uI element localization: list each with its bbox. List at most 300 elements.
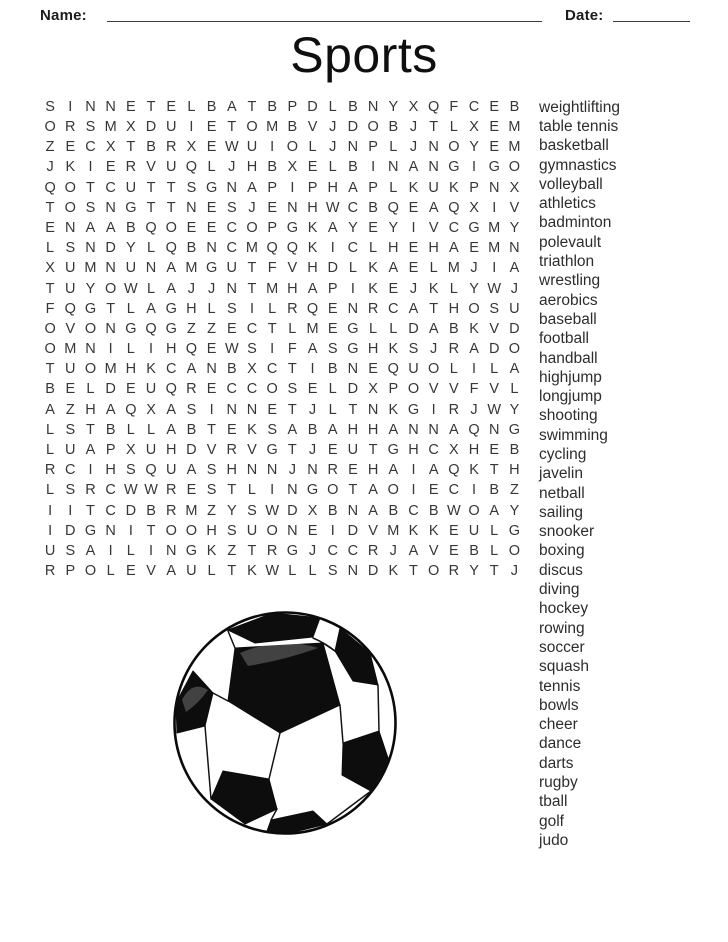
grid-letter: I	[48, 522, 53, 539]
grid-letter: K	[146, 361, 156, 378]
grid-letter: S	[267, 421, 277, 438]
grid-letter: I	[431, 401, 436, 418]
grid-letter: J	[409, 280, 418, 297]
grid-letter: A	[307, 280, 318, 297]
grid-letter: K	[408, 179, 419, 196]
grid-letter: I	[290, 179, 295, 196]
grid-letter: K	[206, 542, 217, 559]
grid-letter: H	[85, 401, 96, 418]
grid-letter: Y	[509, 219, 520, 236]
grid-letter: L	[449, 280, 458, 297]
grid-letter: C	[428, 442, 439, 459]
grid-letter: J	[389, 542, 397, 559]
grid-letter: X	[408, 98, 419, 115]
grid-letter: D	[307, 98, 318, 115]
grid-letter: U	[65, 280, 76, 297]
grid-letter: N	[186, 199, 197, 216]
grid-letter: I	[270, 139, 275, 156]
grid-letter: W	[265, 563, 279, 580]
grid-letter: T	[348, 482, 358, 499]
grid-letter: N	[145, 260, 157, 277]
grid-letter: C	[246, 381, 258, 398]
grid-letter: T	[146, 199, 156, 216]
word-list-item: baseball	[539, 310, 597, 328]
grid-letter: S	[85, 119, 96, 136]
grid-letter: R	[367, 542, 379, 559]
grid-letter: N	[85, 240, 96, 257]
grid-letter: O	[508, 159, 521, 176]
grid-letter: G	[488, 159, 500, 176]
grid-letter: V	[428, 219, 439, 236]
grid-letter: B	[267, 159, 277, 176]
grid-letter: T	[429, 300, 439, 317]
grid-letter: C	[105, 179, 116, 196]
grid-letter: K	[408, 522, 419, 539]
grid-letter: T	[247, 260, 257, 277]
grid-letter: O	[428, 361, 440, 378]
word-list-item: weightlifting	[539, 98, 620, 116]
grid-letter: S	[327, 563, 338, 580]
grid-letter: L	[288, 563, 297, 580]
grid-letter: M	[104, 119, 117, 136]
grid-letter: O	[327, 482, 339, 499]
grid-letter: N	[488, 179, 500, 196]
grid-letter: N	[85, 98, 96, 115]
grid-letter: F	[449, 98, 459, 115]
grid-letter: Z	[186, 320, 196, 337]
grid-letter: E	[469, 240, 479, 257]
grid-letter: I	[411, 482, 416, 499]
grid-letter: R	[165, 502, 177, 519]
grid-letter: U	[145, 381, 157, 398]
grid-letter: A	[428, 199, 439, 216]
grid-letter: E	[489, 98, 500, 115]
word-list-item: javelin	[539, 465, 583, 483]
grid-letter: N	[105, 98, 116, 115]
grid-letter: U	[65, 361, 76, 378]
grid-letter: C	[65, 462, 76, 479]
grid-letter: T	[267, 320, 277, 337]
grid-letter: C	[448, 482, 460, 499]
grid-letter: U	[468, 522, 480, 539]
grid-letter: V	[449, 381, 459, 398]
grid-letter: E	[408, 240, 419, 257]
grid-letter: H	[165, 442, 177, 459]
grid-letter: O	[105, 280, 117, 297]
grid-letter: U	[246, 522, 258, 539]
grid-letter: A	[348, 179, 358, 196]
grid-letter: A	[166, 401, 177, 418]
grid-letter: E	[428, 482, 439, 499]
grid-letter: Y	[469, 280, 479, 297]
grid-letter: E	[368, 219, 378, 236]
grid-letter: C	[388, 300, 399, 317]
grid-letter: L	[207, 300, 216, 317]
grid-letter: A	[166, 280, 177, 297]
grid-letter: O	[508, 542, 521, 559]
grid-letter: C	[246, 320, 258, 337]
word-list-item: snooker	[539, 523, 595, 541]
grid-letter: I	[492, 199, 497, 216]
grid-letter: P	[469, 179, 479, 196]
grid-letter: N	[226, 179, 238, 196]
grid-letter: K	[388, 401, 399, 418]
grid-letter: A	[226, 98, 237, 115]
grid-letter: L	[490, 361, 499, 378]
grid-letter: L	[126, 542, 135, 559]
grid-letter: G	[508, 522, 521, 539]
grid-letter: Q	[165, 381, 177, 398]
word-list-item: football	[539, 330, 589, 348]
grid-letter: A	[449, 421, 459, 438]
grid-letter: K	[368, 260, 378, 277]
grid-letter: X	[146, 401, 156, 418]
grid-letter: X	[45, 260, 55, 277]
grid-letter: T	[489, 563, 499, 580]
grid-letter: O	[508, 341, 521, 358]
grid-letter: G	[286, 219, 298, 236]
grid-letter: U	[65, 442, 76, 459]
grid-letter: V	[489, 381, 500, 398]
word-list-item: swimming	[539, 426, 608, 444]
grid-letter: N	[367, 98, 379, 115]
grid-letter: G	[185, 542, 198, 559]
grid-letter: E	[226, 320, 237, 337]
grid-letter: N	[287, 482, 298, 499]
grid-letter: S	[85, 199, 96, 216]
grid-letter: D	[347, 381, 359, 398]
grid-letter: U	[44, 542, 56, 559]
grid-letter: N	[347, 361, 359, 378]
grid-letter: I	[472, 482, 477, 499]
grid-letter: O	[165, 522, 177, 539]
grid-letter: S	[247, 341, 257, 358]
grid-letter: B	[388, 119, 399, 136]
grid-letter: J	[470, 401, 478, 418]
grid-letter: O	[387, 482, 399, 499]
grid-letter: S	[226, 199, 237, 216]
grid-letter: Q	[165, 240, 177, 257]
grid-letter: N	[408, 421, 419, 438]
grid-letter: S	[226, 522, 237, 539]
grid-letter: G	[205, 260, 218, 277]
grid-letter: L	[288, 320, 297, 337]
grid-letter: Y	[348, 219, 358, 236]
grid-letter: K	[428, 280, 439, 297]
grid-letter: A	[85, 542, 96, 559]
grid-letter: D	[408, 320, 419, 337]
grid-letter: E	[45, 219, 55, 236]
grid-letter: H	[468, 442, 480, 459]
grid-letter: Z	[207, 320, 217, 337]
grid-letter: E	[126, 563, 136, 580]
grid-letter: N	[266, 462, 278, 479]
grid-letter: N	[347, 300, 359, 317]
grid-letter: N	[287, 522, 298, 539]
grid-letter: W	[487, 280, 502, 297]
grid-letter: O	[84, 361, 97, 378]
grid-letter: Q	[185, 341, 198, 358]
name-blank-line	[107, 21, 542, 22]
grid-letter: F	[287, 341, 297, 358]
grid-letter: D	[509, 320, 520, 337]
grid-letter: K	[469, 462, 479, 479]
grid-letter: H	[165, 341, 177, 358]
grid-letter: R	[165, 482, 177, 499]
grid-letter: C	[226, 381, 238, 398]
grid-letter: Y	[509, 502, 520, 519]
grid-letter: T	[166, 199, 176, 216]
grid-letter: L	[328, 98, 337, 115]
grid-letter: Q	[145, 219, 157, 236]
grid-letter: Q	[448, 462, 460, 479]
grid-letter: L	[187, 98, 196, 115]
grid-letter: E	[126, 98, 136, 115]
grid-letter: J	[308, 401, 317, 418]
grid-letter: A	[449, 240, 459, 257]
grid-letter: E	[166, 98, 177, 115]
grid-letter: B	[348, 98, 358, 115]
grid-letter: A	[408, 300, 419, 317]
grid-letter: I	[108, 341, 113, 358]
grid-letter: J	[207, 280, 216, 297]
grid-letter: T	[45, 280, 55, 297]
grid-letter: Y	[469, 139, 479, 156]
grid-letter: T	[227, 563, 237, 580]
grid-letter: V	[489, 320, 500, 337]
grid-letter: X	[126, 119, 136, 136]
grid-letter: B	[327, 361, 338, 378]
grid-letter: K	[449, 179, 459, 196]
grid-letter: Z	[45, 139, 55, 156]
grid-letter: H	[327, 179, 338, 196]
grid-letter: K	[428, 522, 439, 539]
grid-letter: I	[330, 240, 335, 257]
grid-letter: B	[267, 98, 277, 115]
grid-letter: V	[206, 442, 217, 459]
grid-letter: E	[348, 462, 358, 479]
grid-letter: E	[206, 119, 217, 136]
grid-letter: M	[185, 260, 198, 277]
grid-letter: I	[411, 219, 416, 236]
grid-letter: J	[308, 442, 317, 459]
grid-letter: M	[306, 320, 319, 337]
grid-letter: N	[206, 361, 217, 378]
grid-letter: P	[327, 280, 338, 297]
word-list-item: shooting	[539, 407, 598, 425]
grid-letter: I	[472, 361, 477, 378]
grid-letter: W	[325, 199, 340, 216]
grid-letter: L	[146, 421, 156, 438]
grid-letter: H	[186, 300, 197, 317]
grid-letter: H	[367, 421, 379, 438]
grid-letter: Q	[286, 240, 298, 257]
grid-letter: H	[428, 240, 439, 257]
grid-letter: T	[207, 421, 217, 438]
word-list-item: sailing	[539, 503, 583, 521]
grid-letter: S	[247, 502, 257, 519]
grid-letter: O	[266, 381, 278, 398]
grid-letter: Q	[306, 300, 319, 317]
grid-letter: A	[287, 421, 298, 438]
grid-letter: M	[488, 240, 501, 257]
grid-letter: C	[408, 502, 419, 519]
grid-letter: T	[45, 199, 55, 216]
grid-letter: G	[165, 320, 177, 337]
grid-letter: S	[65, 421, 76, 438]
grid-letter: E	[206, 381, 217, 398]
grid-letter: N	[428, 139, 439, 156]
grid-letter: I	[249, 300, 254, 317]
grid-letter: Q	[145, 462, 157, 479]
grid-letter: I	[68, 502, 73, 519]
grid-letter: R	[165, 139, 177, 156]
word-list-item: cheer	[539, 716, 578, 734]
grid-letter: O	[468, 502, 480, 519]
grid-letter: B	[307, 421, 318, 438]
grid-letter: C	[105, 502, 116, 519]
word-list-item: tball	[539, 793, 568, 811]
grid-letter: L	[86, 381, 95, 398]
grid-letter: S	[226, 300, 237, 317]
grid-letter: A	[85, 442, 96, 459]
grid-letter: C	[105, 482, 116, 499]
grid-letter: M	[266, 280, 279, 297]
grid-letter: L	[328, 159, 337, 176]
word-list-item: bowls	[539, 696, 579, 714]
grid-letter: L	[308, 563, 317, 580]
grid-letter: E	[186, 219, 197, 236]
grid-letter: O	[246, 119, 258, 136]
grid-letter: L	[126, 421, 135, 438]
grid-letter: S	[327, 341, 338, 358]
grid-letter: J	[228, 159, 236, 176]
grid-letter: L	[207, 563, 216, 580]
grid-letter: U	[428, 179, 439, 196]
grid-letter: Q	[387, 199, 399, 216]
grid-letter: A	[408, 542, 419, 559]
grid-letter: L	[328, 381, 337, 398]
grid-letter: U	[125, 179, 137, 196]
grid-letter: K	[247, 563, 257, 580]
grid-letter: P	[368, 179, 378, 196]
word-list-item: judo	[539, 831, 569, 849]
grid-letter: X	[449, 442, 459, 459]
grid-letter: J	[187, 280, 196, 297]
grid-letter: R	[85, 482, 96, 499]
grid-letter: H	[307, 199, 318, 216]
grid-letter: O	[44, 320, 56, 337]
grid-letter: N	[307, 462, 318, 479]
grid-letter: B	[388, 502, 399, 519]
grid-letter: Q	[428, 98, 440, 115]
grid-letter: E	[126, 381, 136, 398]
grid-letter: S	[206, 482, 217, 499]
grid-letter: N	[347, 563, 359, 580]
date-label: Date:	[565, 7, 604, 24]
grid-letter: K	[307, 240, 318, 257]
grid-letter: M	[84, 260, 97, 277]
word-list-item: boxing	[539, 542, 585, 560]
grid-letter: E	[489, 119, 500, 136]
grid-letter: J	[288, 462, 296, 479]
grid-letter: E	[206, 139, 217, 156]
grid-letter: A	[105, 401, 116, 418]
grid-letter: P	[267, 179, 277, 196]
grid-letter: N	[105, 320, 116, 337]
grid-letter: M	[447, 260, 460, 277]
grid-letter: A	[327, 421, 338, 438]
grid-letter: E	[226, 421, 237, 438]
grid-letter: L	[389, 320, 398, 337]
grid-letter: E	[449, 542, 459, 559]
word-list-item: polevault	[539, 233, 602, 251]
grid-letter: L	[449, 361, 458, 378]
word-list-item: netball	[539, 484, 585, 502]
grid-letter: M	[387, 522, 400, 539]
grid-letter: A	[368, 502, 378, 519]
grid-letter: N	[246, 462, 258, 479]
grid-letter: H	[367, 341, 379, 358]
grid-letter: T	[409, 563, 418, 580]
grid-letter: X	[126, 442, 136, 459]
grid-letter: Q	[387, 361, 399, 378]
grid-letter: D	[65, 522, 76, 539]
grid-letter: H	[125, 361, 137, 378]
grid-letter: Z	[207, 502, 217, 519]
date-blank-line	[613, 21, 690, 22]
grid-letter: L	[126, 300, 135, 317]
grid-letter: Y	[85, 280, 96, 297]
grid-letter: V	[287, 260, 298, 277]
grid-letter: J	[46, 159, 54, 176]
grid-letter: O	[84, 563, 97, 580]
grid-letter: V	[65, 320, 76, 337]
grid-letter: R	[327, 462, 338, 479]
grid-letter: D	[327, 260, 338, 277]
grid-letter: K	[469, 320, 479, 337]
grid-letter: U	[65, 260, 76, 277]
grid-letter: J	[510, 280, 519, 297]
grid-letter: A	[489, 502, 500, 519]
grid-letter: L	[146, 280, 156, 297]
grid-letter: E	[408, 260, 419, 277]
grid-letter: G	[205, 179, 218, 196]
word-list-item: handball	[539, 349, 598, 367]
grid-letter: O	[407, 381, 420, 398]
grid-letter: H	[388, 240, 399, 257]
grid-letter: E	[368, 361, 378, 378]
grid-letter: N	[428, 421, 439, 438]
grid-letter: B	[206, 98, 217, 115]
grid-letter: C	[327, 542, 338, 559]
grid-letter: A	[509, 361, 520, 378]
word-list-item: highjump	[539, 368, 602, 386]
grid-letter: T	[146, 179, 156, 196]
grid-letter: G	[165, 300, 177, 317]
grid-letter: B	[327, 502, 338, 519]
grid-letter: G	[125, 199, 137, 216]
grid-letter: W	[265, 502, 279, 519]
grid-letter: R	[65, 119, 76, 136]
grid-letter: J	[308, 542, 317, 559]
word-list-item: darts	[539, 754, 574, 772]
grid-letter: S	[489, 300, 500, 317]
grid-letter: W	[124, 482, 138, 499]
word-list-item: tennis	[539, 677, 581, 695]
grid-letter: L	[46, 421, 55, 438]
grid-letter: A	[388, 462, 399, 479]
